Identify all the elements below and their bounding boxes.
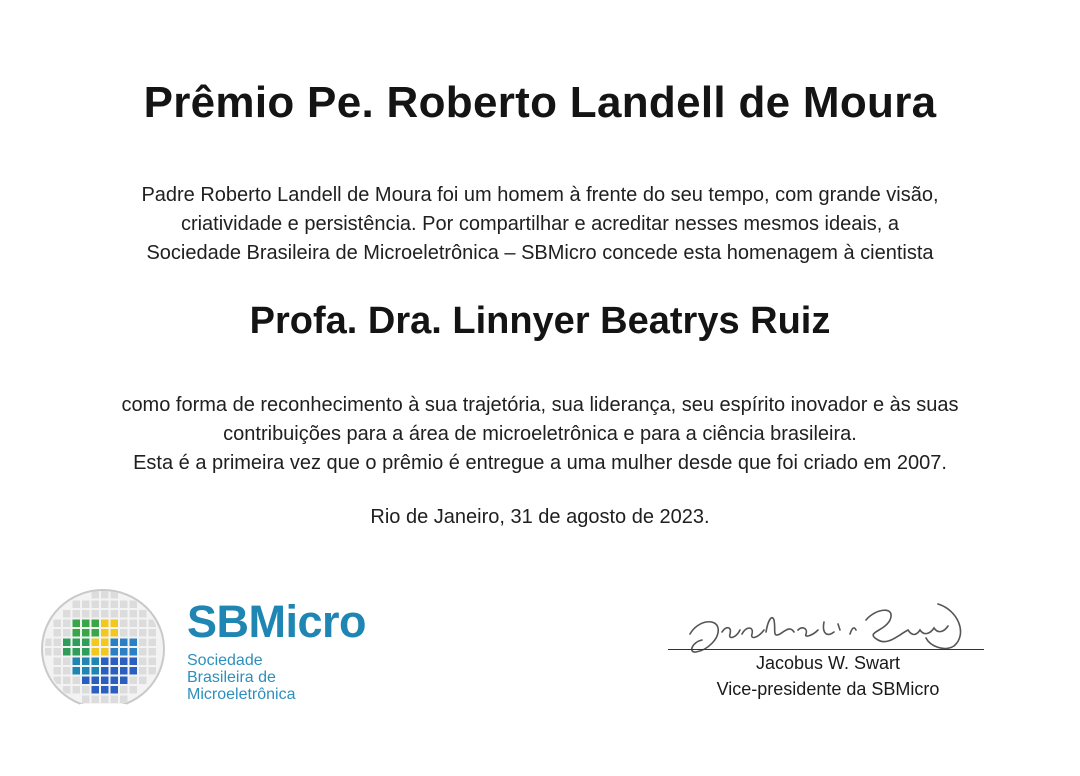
wafer-map-icon — [40, 588, 166, 710]
wafer-die — [111, 686, 119, 694]
wafer-die — [82, 629, 90, 637]
signer-role: Vice-presidente da SBMicro — [716, 679, 940, 699]
brand-subtitle-line: Sociedade — [187, 652, 263, 669]
wafer-die — [149, 629, 157, 637]
brand-name: SBMicro — [187, 596, 367, 647]
recognition-line: contribuições para a área de microeletrônica e para a ciência brasileira. — [223, 423, 857, 445]
wafer-die — [92, 610, 100, 618]
wafer-die — [130, 677, 138, 685]
wafer-die — [111, 639, 119, 647]
wafer-die — [130, 648, 138, 656]
wafer-die — [130, 620, 138, 628]
wafer-die — [73, 601, 81, 609]
wafer-die — [101, 591, 109, 599]
signer-name: Jacobus W. Swart — [755, 653, 901, 673]
intro-line: criatividade e persistência. Por compartilhar e acreditar nesses mesmos ideais, a — [180, 213, 900, 235]
wafer-die — [82, 610, 90, 618]
wafer-die — [73, 620, 81, 628]
intro-line: Padre Roberto Landell de Moura foi um homem à frente do seu tempo, com grande visão, — [141, 184, 939, 206]
wafer-die — [92, 677, 100, 685]
wafer-die — [101, 696, 109, 704]
wafer-die — [101, 610, 109, 618]
wafer-die — [63, 639, 71, 647]
wafer-die — [130, 667, 138, 675]
wafer-die — [63, 629, 71, 637]
certificate-title: Prêmio Pe. Roberto Landell de Moura — [143, 78, 937, 127]
wafer-die — [73, 658, 81, 666]
wafer-die — [73, 686, 81, 694]
date-line: Rio de Janeiro, 31 de agosto de 2023. — [370, 506, 710, 528]
wafer-die — [63, 620, 71, 628]
wafer-die — [73, 677, 81, 685]
wafer-die — [130, 610, 138, 618]
handwritten-signature — [668, 590, 988, 662]
wafer-die — [54, 667, 62, 675]
honoree-name: Profa. Dra. Linnyer Beatrys Ruiz — [249, 300, 831, 342]
wafer-die — [101, 658, 109, 666]
wafer-die — [73, 639, 81, 647]
sbmicro-logo — [40, 588, 400, 718]
wafer-die — [111, 658, 119, 666]
wafer-die — [92, 620, 100, 628]
wafer-die — [139, 677, 147, 685]
wafer-die — [101, 648, 109, 656]
wafer-die — [101, 629, 109, 637]
wafer-die — [101, 601, 109, 609]
wafer-die — [120, 686, 128, 694]
wafer-die — [92, 639, 100, 647]
wafer-die — [111, 677, 119, 685]
signature-block — [668, 590, 988, 710]
wafer-die — [120, 677, 128, 685]
wafer-die — [82, 620, 90, 628]
wafer-die — [63, 610, 71, 618]
wafer-die — [130, 686, 138, 694]
wafer-die — [73, 610, 81, 618]
wafer-die — [82, 601, 90, 609]
wafer-die — [120, 667, 128, 675]
wafer-die — [111, 696, 119, 704]
wafer-die — [149, 648, 157, 656]
wafer-die — [111, 601, 119, 609]
wafer-die — [139, 658, 147, 666]
wafer-die — [130, 639, 138, 647]
wafer-die — [111, 610, 119, 618]
recognition-paragraph — [20, 391, 1060, 478]
wafer-die — [82, 667, 90, 675]
wafer-die — [92, 629, 100, 637]
wafer-die — [120, 658, 128, 666]
wafer-die — [111, 648, 119, 656]
wafer-die — [54, 658, 62, 666]
wafer-die — [139, 620, 147, 628]
wafer-die — [82, 639, 90, 647]
wafer-die — [149, 639, 157, 647]
wafer-die — [63, 667, 71, 675]
wafer-die — [139, 648, 147, 656]
brand-subtitle-line: Brasileira de — [187, 669, 276, 686]
intro-line: Sociedade Brasileira de Microeletrônica – SBMicro concede esta homenagem à cientista — [146, 242, 934, 264]
wafer-die — [139, 610, 147, 618]
wafer-die — [92, 686, 100, 694]
wafer-die — [82, 696, 90, 704]
wafer-die — [111, 667, 119, 675]
brand-subtitle — [187, 652, 295, 703]
wafer-die — [73, 629, 81, 637]
wafer-die — [120, 610, 128, 618]
wafer-die — [130, 658, 138, 666]
wafer-die — [149, 658, 157, 666]
wafer-die — [101, 686, 109, 694]
wafer-die — [92, 591, 100, 599]
wafer-die — [101, 667, 109, 675]
wafer-die — [82, 686, 90, 694]
wafer-die — [120, 601, 128, 609]
wafer-die — [120, 629, 128, 637]
wafer-die — [82, 677, 90, 685]
wafer-die — [54, 629, 62, 637]
wafer-die — [92, 601, 100, 609]
wafer-die — [120, 696, 128, 704]
wafer-die — [63, 658, 71, 666]
wafer-die — [120, 639, 128, 647]
wafer-die — [139, 639, 147, 647]
recognition-line: Esta é a primeira vez que o prêmio é entregue a uma mulher desde que foi criado em 2007. — [133, 452, 947, 474]
wafer-die — [120, 620, 128, 628]
wafer-die — [82, 648, 90, 656]
wafer-die — [111, 620, 119, 628]
wafer-die — [130, 601, 138, 609]
wafer-die — [82, 658, 90, 666]
wafer-die — [111, 629, 119, 637]
wafer-die — [92, 696, 100, 704]
wafer-die — [149, 667, 157, 675]
wafer-die — [139, 629, 147, 637]
wafer-die — [54, 648, 62, 656]
wafer-die — [139, 667, 147, 675]
signature-line — [668, 649, 984, 650]
wafer-die — [54, 639, 62, 647]
recognition-line: como forma de reconhecimento à sua trajetória, sua liderança, seu espírito inovador e às suas — [121, 394, 959, 416]
wafer-die — [92, 658, 100, 666]
brand-subtitle-line: Microeletrônica — [187, 686, 296, 703]
wafer-die — [92, 667, 100, 675]
wafer-die — [101, 620, 109, 628]
wafer-die — [63, 677, 71, 685]
wafer-die — [101, 639, 109, 647]
wafer-die — [101, 677, 109, 685]
wafer-die — [54, 620, 62, 628]
wafer-die — [73, 648, 81, 656]
wafer-die — [73, 667, 81, 675]
wafer-die — [63, 648, 71, 656]
wafer-die — [120, 648, 128, 656]
wafer-die — [92, 648, 100, 656]
intro-paragraph — [40, 181, 1040, 268]
wafer-die — [130, 629, 138, 637]
